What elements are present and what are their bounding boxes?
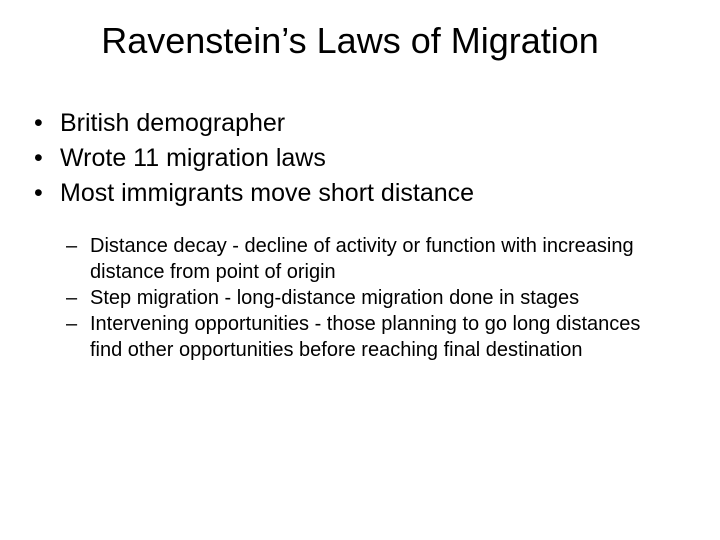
bullet-text: Most immigrants move short distance <box>60 179 475 207</box>
sub-bullet-item <box>66 285 666 311</box>
bullet-list <box>34 106 694 211</box>
sub-bullet-list <box>66 233 666 363</box>
dash-marker: – <box>66 235 78 257</box>
bullet-item <box>34 141 694 176</box>
bullet-text: British demographer <box>60 109 286 137</box>
dash-marker: – <box>66 313 78 335</box>
bullet-marker: • <box>34 144 43 172</box>
sub-bullet-text: Step migration - long-distance migration done in stages <box>90 287 580 309</box>
bullet-marker: • <box>34 179 43 207</box>
slide-title: Ravenstein’s Laws of Migration <box>101 20 599 61</box>
bullet-marker: • <box>34 109 43 137</box>
sub-bullet-text: Intervening opportunities - those planning to go long distances find other opportunities before reaching final destination <box>90 313 641 361</box>
sub-bullet-item <box>66 311 666 363</box>
bullet-item <box>34 106 694 141</box>
sub-bullet-text: Distance decay - decline of activity or function with increasing distance from point of origin <box>90 235 634 283</box>
dash-marker: – <box>66 287 78 309</box>
bullet-text: Wrote 11 migration laws <box>60 144 326 172</box>
sub-bullet-item <box>66 233 666 285</box>
bullet-item <box>34 176 694 211</box>
